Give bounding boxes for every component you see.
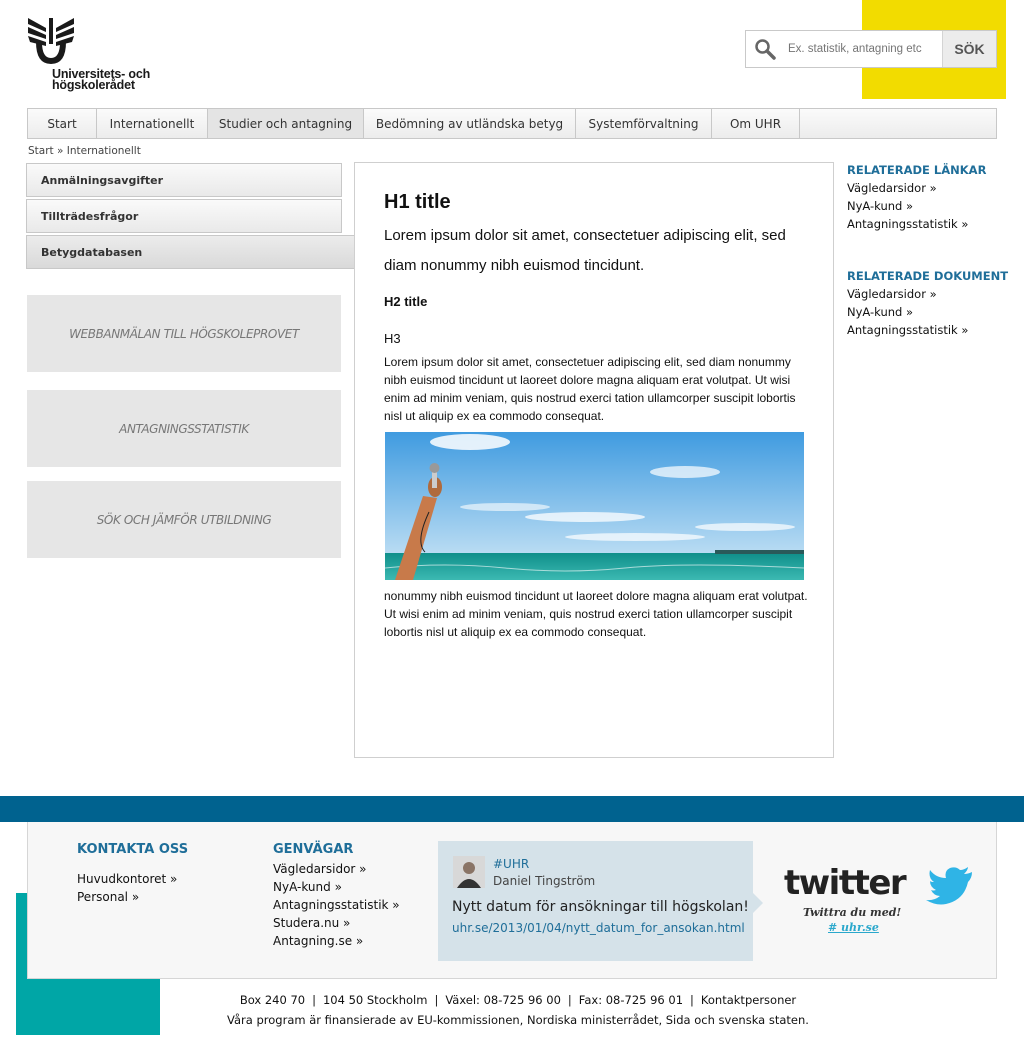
related-link-antagningsstatistik[interactable]: Antagningsstatistik » [847,217,969,231]
body-paragraph: Lorem ipsum dolor sit amet, consectetuer adipiscing elit, sed diam nonummy nibh euismod tincidunt ut laoreet dolore magna aliquam erat volutpat. Ut wisi enim ad minim veniam, quis nostrud exerci tation ullamcorper suscipit lobortis nisl ut aliquip ex ea commodo consequat. [384,355,796,423]
address-city: 104 50 Stockholm [322,993,428,1007]
twitter-bird-icon [926,867,972,905]
breadcrumb[interactable]: Start » Internationellt [28,145,141,157]
sidebar-item-betygdatabasen[interactable]: Betygdatabasen [26,235,355,269]
search-button[interactable]: SÖK [942,31,996,67]
nav-item-internationellt[interactable]: Internationellt [97,109,208,138]
search-input[interactable] [784,31,942,67]
address-box: Box 240 70 [239,993,306,1007]
search-bar [745,30,997,68]
footer-address: Box 240 70 | 104 50 Stockholm | Växel: 08-725 96 00 | Fax: 08-725 96 01 | Kontaktpersoner [239,993,797,1007]
promo-webbanmalan[interactable]: WEBBANMÄLAN TILL HÖGSKOLEPROVET [27,295,341,372]
related-link-vagledarsidor[interactable]: Vägledarsidor » [847,181,937,195]
sidebar-item-anmalningsavgifter[interactable]: Anmälningsavgifter [26,163,342,197]
shortcut-link-vagledarsidor[interactable]: Vägledarsidor » [273,862,367,876]
twitter-wordmark: twitter [784,863,906,903]
promo-sok-och-jamfor[interactable]: SÖK OCH JÄMFÖR UTBILDNING [27,481,341,558]
address-phone: Växel: 08-725 96 00 [445,993,561,1007]
related-doc-nya-kund[interactable]: NyA-kund » [847,305,914,319]
logo-wordmark: Universitets- och högskolerådet [52,67,151,92]
section-heading: H2 title [384,294,428,309]
tweet-card [438,841,753,961]
related-links-heading: RELATERADE LÄNKAR [847,163,987,177]
nav-item-start[interactable]: Start [28,109,97,138]
shortcut-link-antagning-se[interactable]: Antagning.se » [273,934,364,948]
body-paragraph-continued: nonummy nibh euismod tincidunt ut laoreet dolore magna aliquam erat volutpat. Ut wisi enim ad minim veniam, quis nostrud exerci tation ullamcorper suscipit lobortis nisl ut aliquip ex ea commodo consequat. [384,589,808,639]
avatar[interactable] [453,856,485,888]
tweet-text: Nytt datum för ansökningar till högskolan! [452,899,749,915]
tweet-author[interactable]: Daniel Tingström [493,874,596,888]
tweet-hashtag[interactable]: #UHR [493,857,530,871]
related-doc-antagningsstatistik[interactable]: Antagningsstatistik » [847,323,969,337]
subsection-heading: H3 [384,331,401,346]
contact-link-personal[interactable]: Personal » [77,890,140,904]
related-doc-vagledarsidor[interactable]: Vägledarsidor » [847,287,937,301]
address-fax: Fax: 08-725 96 01 [578,993,684,1007]
shortcut-link-nya-kund[interactable]: NyA-kund » [273,880,342,894]
sidebar-item-tilltradesfragor[interactable]: Tillträdesfrågor [26,199,342,233]
related-docs-heading: RELATERADE DOKUMENT [847,269,1009,283]
tweet-link[interactable]: uhr.se/2013/01/04/nytt_datum_for_ansokan.html [452,921,745,935]
footer-funding: Våra program är finansierade av EU-kommissionen, Nordiska ministerrådet, Sida och svenska staten. [227,1013,809,1027]
shortcut-link-studera-nu[interactable]: Studera.nu » [273,916,351,930]
twitter-hashtag-link[interactable]: # uhr.se [828,921,879,934]
page-title: H1 title [384,191,451,213]
footer-band [0,796,1024,822]
logo-emblem-icon [26,16,82,66]
nav-item-om-uhr[interactable]: Om UHR [712,109,800,138]
nav-item-studier-och-antagning[interactable]: Studier och antagning [208,109,364,138]
search-icon[interactable] [746,31,784,67]
contact-persons-link[interactable]: Kontaktpersoner [700,993,797,1007]
shortcuts-heading: GENVÄGAR [273,842,354,857]
tweet-pointer [753,893,763,913]
contact-heading: KONTAKTA OSS [77,842,189,857]
nav-item-bedomning[interactable]: Bedömning av utländska betyg [364,109,576,138]
nav-item-systemforvaltning[interactable]: Systemförvaltning [576,109,712,138]
related-link-nya-kund[interactable]: NyA-kund » [847,199,914,213]
main-content [354,162,834,758]
twitter-logo[interactable] [782,862,977,911]
contact-link-huvudkontoret[interactable]: Huvudkontoret » [77,872,178,886]
main-navigation [27,108,997,139]
promo-antagningsstatistik[interactable]: ANTAGNINGSSTATISTIK [27,390,341,467]
lead-paragraph: Lorem ipsum dolor sit amet, consectetuer adipiscing elit, sed diam nonummy nibh euismod tincidunt. [384,227,786,274]
shortcut-link-antagningsstatistik[interactable]: Antagningsstatistik » [273,898,400,912]
content-photo [385,432,804,580]
twitter-tagline: Twittra du med! [803,906,902,919]
